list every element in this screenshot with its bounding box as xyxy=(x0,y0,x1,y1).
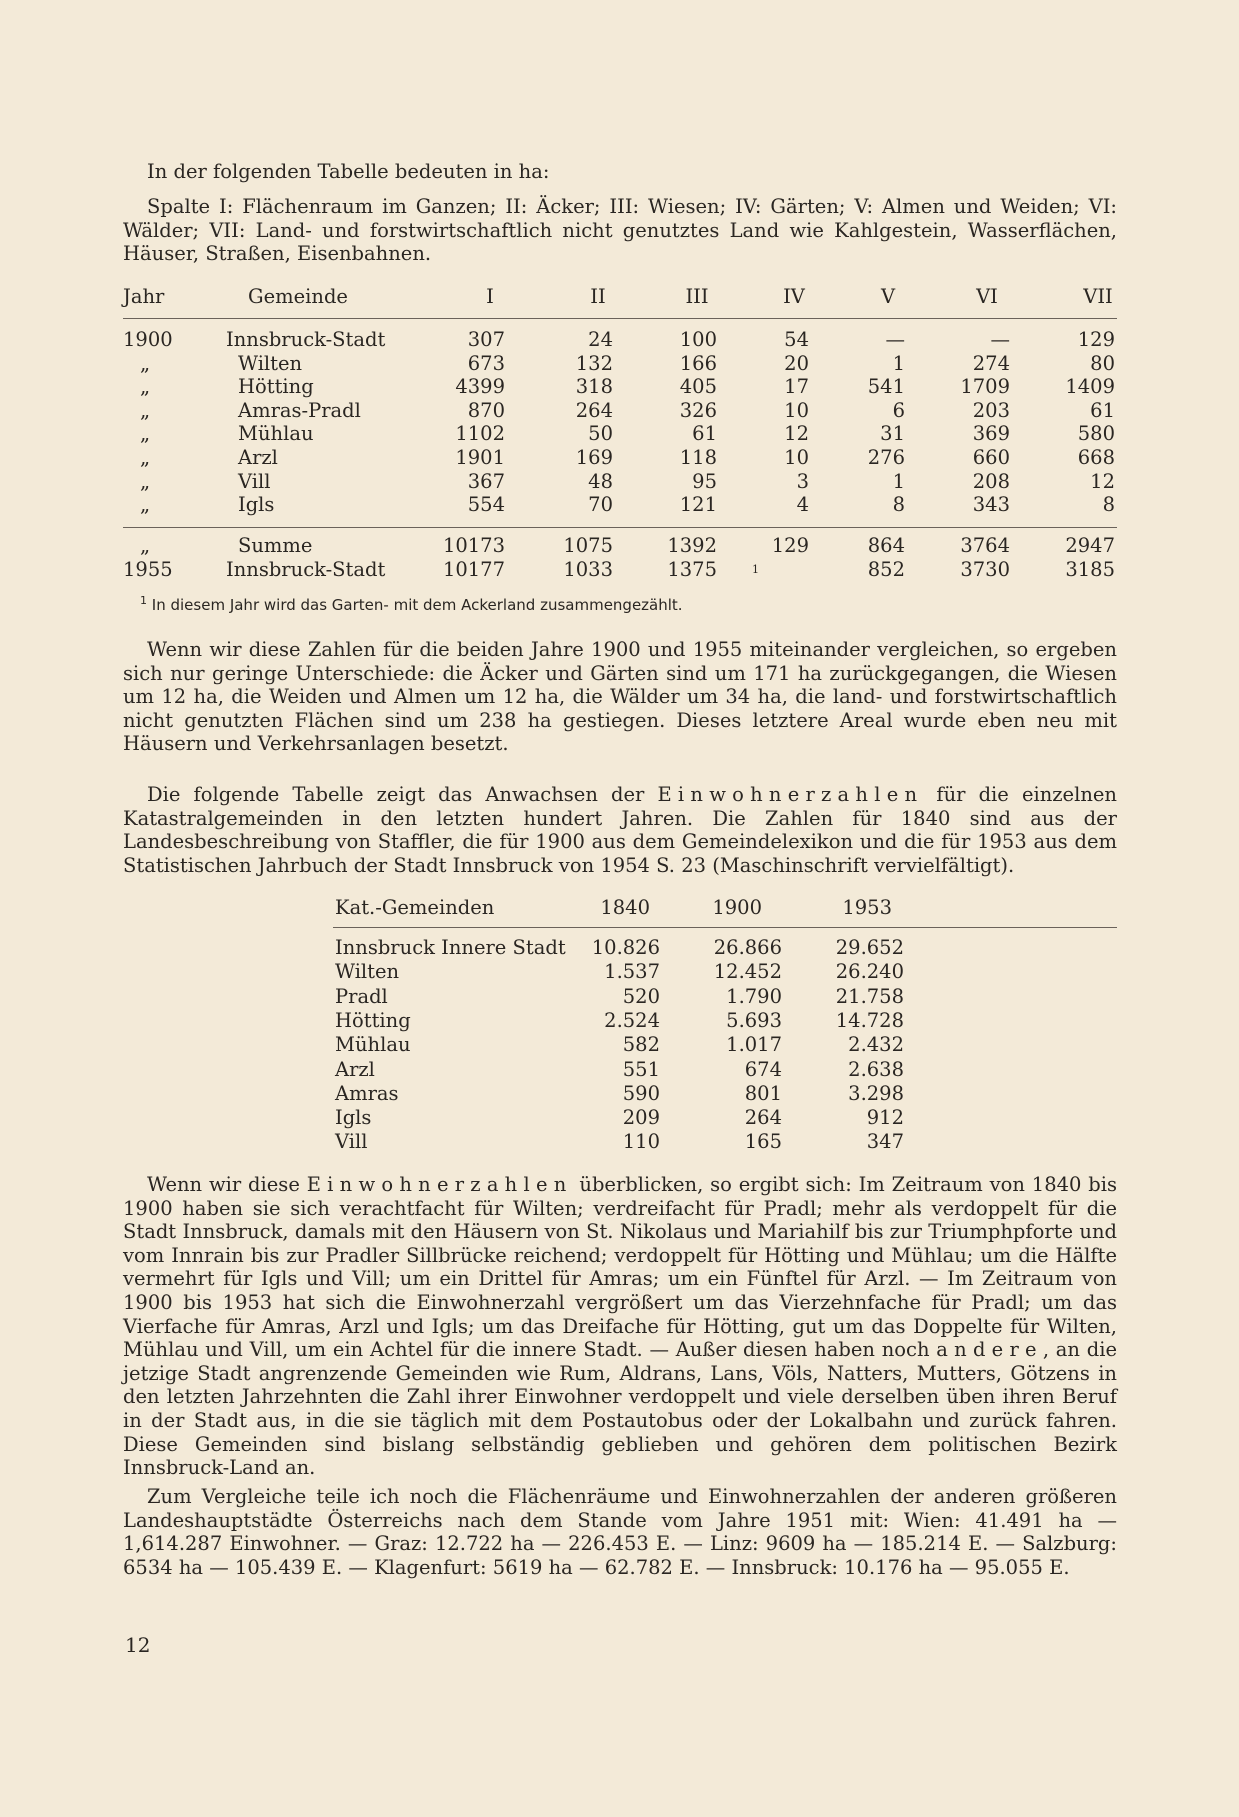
table-cell: 209 xyxy=(622,1106,660,1130)
table-cell: 326 xyxy=(679,398,717,422)
table-cell: 4 xyxy=(796,493,809,517)
table-row xyxy=(0,399,1239,423)
table-cell: 541 xyxy=(867,375,905,399)
table-cell: 14.728 xyxy=(835,1008,904,1032)
table-cell: Hötting xyxy=(335,1008,411,1032)
col-header-iii: III xyxy=(685,285,709,308)
table-cell: 1.790 xyxy=(726,984,782,1008)
table-cell: 1375 xyxy=(667,557,717,581)
table2-header-row xyxy=(0,896,1239,920)
table-cell: 132 xyxy=(575,351,613,375)
table1-header-row xyxy=(0,285,1239,309)
table1-footnote xyxy=(140,594,683,614)
table-cell: 3 xyxy=(796,469,809,493)
table-cell: 20 xyxy=(784,351,809,375)
table-cell: 870 xyxy=(467,398,505,422)
col-header-1840: 1840 xyxy=(600,896,650,919)
table-cell: „ xyxy=(140,469,151,493)
table-row xyxy=(0,1009,1239,1033)
table-cell: 12.452 xyxy=(713,960,782,984)
table-cell: 10173 xyxy=(442,534,505,557)
table-cell: Amras xyxy=(335,1081,399,1105)
table-cell: Igls xyxy=(238,493,275,517)
table-cell: „ xyxy=(140,493,151,517)
table-cell: 551 xyxy=(622,1057,660,1081)
table-cell: 2.432 xyxy=(848,1033,904,1057)
table-cell: Vill xyxy=(335,1130,368,1154)
table-cell: 26.866 xyxy=(713,936,782,959)
table-cell: 2947 xyxy=(1065,534,1115,557)
table-cell: 276 xyxy=(867,446,905,469)
spaced-word: andere xyxy=(936,1338,1043,1362)
table-cell: 582 xyxy=(622,1033,660,1057)
table-cell: 318 xyxy=(575,375,613,399)
table-cell: 8 xyxy=(892,493,905,517)
intro-text: In der folgenden Tabelle bedeuten in ha: xyxy=(147,160,550,183)
table-row xyxy=(0,936,1239,960)
table-cell: 2.524 xyxy=(604,1008,660,1032)
table-cell: 1409 xyxy=(1065,375,1115,399)
table-cell: 864 xyxy=(867,534,905,557)
table-row xyxy=(0,328,1239,352)
table-cell: 5.693 xyxy=(726,1008,782,1032)
table-cell: 1709 xyxy=(960,375,1010,399)
table-cell: Igls xyxy=(335,1106,372,1130)
table-cell: 590 xyxy=(622,1081,660,1105)
table-cell: Innsbruck-Stadt xyxy=(226,557,386,581)
table-cell: 12 xyxy=(1090,469,1115,493)
table-cell: Innsbruck-Stadt xyxy=(226,328,386,351)
table-cell: 1075 xyxy=(563,534,613,557)
table-cell: 61 xyxy=(692,422,717,446)
table-cell: 367 xyxy=(467,469,505,493)
table-cell: Hötting xyxy=(238,375,314,399)
paragraph-comparison: Wenn wir diese Zahlen für die beiden Jahre 1900 und 1955 miteinander vergleichen, so ergeben sich nur geringe Unterschiede: die Äcker und Gärten sind um 171 ha zurückgegangen, die Wiesen um 12 ha, die Weiden und Almen um 12 ha, die Wälder um 34 ha, die land- und forstwirtschaftlich nicht genutzten Flächen sind um 238 ha gestiegen. Dieses letztere Areal wurde eben neu mit Häusern und Verkehrsanlagen besetzt. xyxy=(123,638,1117,756)
text-span: Wenn wir diese xyxy=(147,1173,307,1196)
page-number: 12 xyxy=(125,1633,151,1657)
table-cell: 118 xyxy=(679,446,717,469)
table-cell: 10.826 xyxy=(591,936,660,959)
table-cell: 1 xyxy=(892,469,905,493)
spaced-word: Einwohnerzahlen xyxy=(306,1173,573,1196)
table-cell: 166 xyxy=(679,351,717,375)
table-cell: 61 xyxy=(1090,398,1115,422)
table-cell: „ xyxy=(140,422,151,446)
table-cell: 3730 xyxy=(960,557,1010,581)
table-cell: 264 xyxy=(575,398,613,422)
paragraph-austrian-capitals: Zum Vergleiche teile ich noch die Flächenräume und Einwohnerzahlen der anderen größeren Landeshauptstädte Österreichs nach dem Stande vom Jahre 1951 mit: Wien: 41.491 ha — 1,614.287 Einwohner. — Graz: 12.722 ha — 226.453 E. — Linz: 9609 ha — 185.214 E. — Salzburg: 6534 ha — 105.439 E. — Klagenfurt: 5619 ha — 62.782 E. — Innsbruck: 10.176 ha — 95.055 E. xyxy=(123,1485,1117,1579)
col-header-i: I xyxy=(486,285,494,308)
col-header-iv: IV xyxy=(783,285,805,308)
table-cell: 121 xyxy=(679,493,717,517)
table-cell: 100 xyxy=(679,328,717,351)
table-cell: 369 xyxy=(972,422,1010,446)
table-cell: Summe xyxy=(238,534,313,557)
table-cell: „ xyxy=(140,534,151,557)
table-cell: Wilten xyxy=(238,351,303,375)
table1-header-rule xyxy=(123,318,1117,319)
table-cell: 1392 xyxy=(667,534,717,557)
table-row xyxy=(0,446,1239,470)
column-legend: Spalte I: Flächenraum im Ganzen; II: Äcker; III: Wiesen; IV: Gärten; V: Almen und Weiden; VI: Wälder; VII: Land- und forstwirtschaftlich nicht genutztes Land wie Kahlgestein, Wasserflächen, Häuser, Straßen, Eisenbahnen. xyxy=(123,195,1117,266)
table-cell: 264 xyxy=(744,1106,782,1130)
text-span: Die folgende Tabelle zeigt das Anwachsen der xyxy=(147,783,658,806)
col-header-1953: 1953 xyxy=(842,896,892,919)
table-cell: 50 xyxy=(588,422,613,446)
table-row xyxy=(0,493,1239,517)
footnote-text: In diesem Jahr wird das Garten- mit dem Ackerland zusammengezählt. xyxy=(151,596,683,614)
summary-row xyxy=(0,558,1239,582)
table-cell: 10 xyxy=(784,398,809,422)
paragraph-analysis xyxy=(123,1173,1117,1480)
table-cell: 10177 xyxy=(442,557,505,581)
table-cell: 4399 xyxy=(455,375,505,399)
table-cell: 3764 xyxy=(960,534,1010,557)
table-cell: 1102 xyxy=(455,422,505,446)
table-cell: 347 xyxy=(866,1130,904,1154)
table-cell: 17 xyxy=(784,375,809,399)
table-row xyxy=(0,1106,1239,1130)
table-cell: Vill xyxy=(238,469,271,493)
col-header-kat-gemeinden: Kat.-Gemeinden xyxy=(335,896,495,919)
table-cell: 12 xyxy=(784,422,809,446)
table-cell: Arzl xyxy=(238,446,278,469)
table-cell: Pradl xyxy=(335,984,388,1008)
table-cell: 31 xyxy=(880,422,905,446)
table-row xyxy=(0,1033,1239,1057)
col-header-gemeinde: Gemeinde xyxy=(248,285,348,308)
table-cell: 29.652 xyxy=(835,936,904,959)
table-cell: 674 xyxy=(744,1057,782,1081)
table-row xyxy=(0,960,1239,984)
table-row xyxy=(0,470,1239,494)
col-header-ii: II xyxy=(590,285,606,308)
table-cell: 129 xyxy=(1077,328,1115,351)
table-cell: 520 xyxy=(622,984,660,1008)
table-cell: 307 xyxy=(467,328,505,351)
table-cell: 1033 xyxy=(563,557,613,581)
table-cell: 6 xyxy=(892,398,905,422)
col-header-v: V xyxy=(880,285,896,308)
table-row xyxy=(0,352,1239,376)
table-cell: 70 xyxy=(588,493,613,517)
table-cell: 80 xyxy=(1090,351,1115,375)
table-cell: 48 xyxy=(588,469,613,493)
table-cell: 673 xyxy=(467,351,505,375)
table-row xyxy=(0,985,1239,1009)
table-cell: 3.298 xyxy=(848,1081,904,1105)
table-cell: 8 xyxy=(1102,493,1115,517)
col-header-vii: VII xyxy=(1083,285,1113,308)
table-cell: 1955 xyxy=(123,557,173,581)
table-cell: „ xyxy=(140,375,151,399)
table-cell: 54 xyxy=(784,328,809,351)
table-cell: Mühlau xyxy=(238,422,314,446)
table-cell: 208 xyxy=(972,469,1010,493)
text-span: überblicken, so ergibt sich: Im Zeitraum von 1840 bis 1900 haben sie sich verachtfacht für Wilten; verdreifacht für Pradl; mehr als verdoppelt für die Stadt Innsbruck, damals mit den Häusern von St. Nikolaus und Mariahilf bis zur Triumphpforte und vom Innrain bis zur Pradler Sillbrücke reichend; verdoppelt für Hötting und Mühlau; um die Hälfte vermehrt für Igls und Vill; um ein Drittel für Amras; um ein Fünftel für Arzl. — Im Zeitraum von 1900 bis 1953 hat sich die Einwohnerzahl vergrößert um das Vierzehnfache für Pradl; um das Vierfache für Amras, Arzl und Igls; um das Dreifache für Hötting, gut um das Doppelte für Wilten, Mühlau und Vill, um ein Achtel für die innere Stadt. — Außer diesen haben noch xyxy=(123,1173,1117,1362)
table-cell: — xyxy=(885,328,905,351)
table-cell: 1901 xyxy=(455,446,505,469)
table-cell: 580 xyxy=(1077,422,1115,446)
table-cell: 165 xyxy=(744,1130,782,1154)
table-cell: 3185 xyxy=(1065,557,1115,581)
table-cell: 343 xyxy=(972,493,1010,517)
table-cell: 1 xyxy=(892,351,905,375)
table-cell: „ xyxy=(140,351,151,375)
table-cell: 274 xyxy=(972,351,1010,375)
table-cell: 26.240 xyxy=(835,960,904,984)
col-header-vi: VI xyxy=(976,285,998,308)
summary-row xyxy=(0,534,1239,558)
paragraph-population-intro xyxy=(123,783,1117,877)
table-cell: 2.638 xyxy=(848,1057,904,1081)
table-row xyxy=(0,422,1239,446)
table-cell: 852 xyxy=(867,557,905,581)
table-cell: 1.537 xyxy=(604,960,660,984)
table-cell: 129 xyxy=(771,534,809,557)
table-cell: 110 xyxy=(622,1130,660,1154)
table-row xyxy=(0,1130,1239,1154)
table-cell: 1.017 xyxy=(726,1033,782,1057)
table-cell: 1900 xyxy=(123,328,173,351)
table-cell: 912 xyxy=(866,1106,904,1130)
table-cell: 203 xyxy=(972,398,1010,422)
table-cell: 95 xyxy=(692,469,717,493)
table-cell: 801 xyxy=(744,1081,782,1105)
table-cell: 660 xyxy=(972,446,1010,469)
table-cell: 10 xyxy=(784,446,809,469)
table-cell: Amras-Pradl xyxy=(238,398,361,422)
table-cell: „ xyxy=(140,446,151,469)
table-cell: „ xyxy=(140,398,151,422)
table-row xyxy=(0,1082,1239,1106)
table-cell: 554 xyxy=(467,493,505,517)
col-header-1900: 1900 xyxy=(712,896,762,919)
table-cell: 405 xyxy=(679,375,717,399)
col-header-jahr: Jahr xyxy=(123,285,165,308)
table-cell: 21.758 xyxy=(835,984,904,1008)
table-cell: Innsbruck Innere Stadt xyxy=(335,936,566,959)
table-cell: Arzl xyxy=(335,1057,375,1081)
table-row xyxy=(0,375,1239,399)
table1-sum-rule xyxy=(123,527,1117,528)
table2-header-rule xyxy=(333,927,1117,928)
footnote-mark: 1 xyxy=(140,594,147,607)
table-cell: Wilten xyxy=(335,960,400,984)
text-span: , an die jetzige Stadt angrenzende Gemeinden wie Rum, Aldrans, Lans, Völs, Natters, Mutters, Götzens in den letzten Jahrzehnten die Zahl ihrer Einwohner verdoppelt und viele derselben üben ihren Beruf in der Stadt aus, in die sie täglich mit dem Postautobus oder der Lokalbahn und zurück fahren. Diese Gemeinden sind bislang selbständig geblieben und gehören dem politischen Bezirk Innsbruck-Land an. xyxy=(123,1338,1117,1480)
table-cell: 1 xyxy=(752,562,759,576)
table-cell: 668 xyxy=(1077,446,1115,469)
text-span: für die einzelnen Katastralgemeinden in den letzten hundert Jahren. Die Zahlen für 1840 sind aus der Landesbeschreibung von Staffler, die für 1900 aus dem Gemeindelexikon und die für 1953 aus dem Statistischen Jahrbuch der Stadt Innsbruck von 1954 S. 23 (Maschinschrift vervielfältigt). xyxy=(123,783,1117,877)
table-cell: 169 xyxy=(575,446,613,469)
spaced-word: Einwohnerzahlen xyxy=(657,783,924,806)
table-cell: — xyxy=(990,328,1010,351)
table-cell: Mühlau xyxy=(335,1033,411,1057)
table-cell: 24 xyxy=(588,328,613,351)
table-row xyxy=(0,1058,1239,1082)
